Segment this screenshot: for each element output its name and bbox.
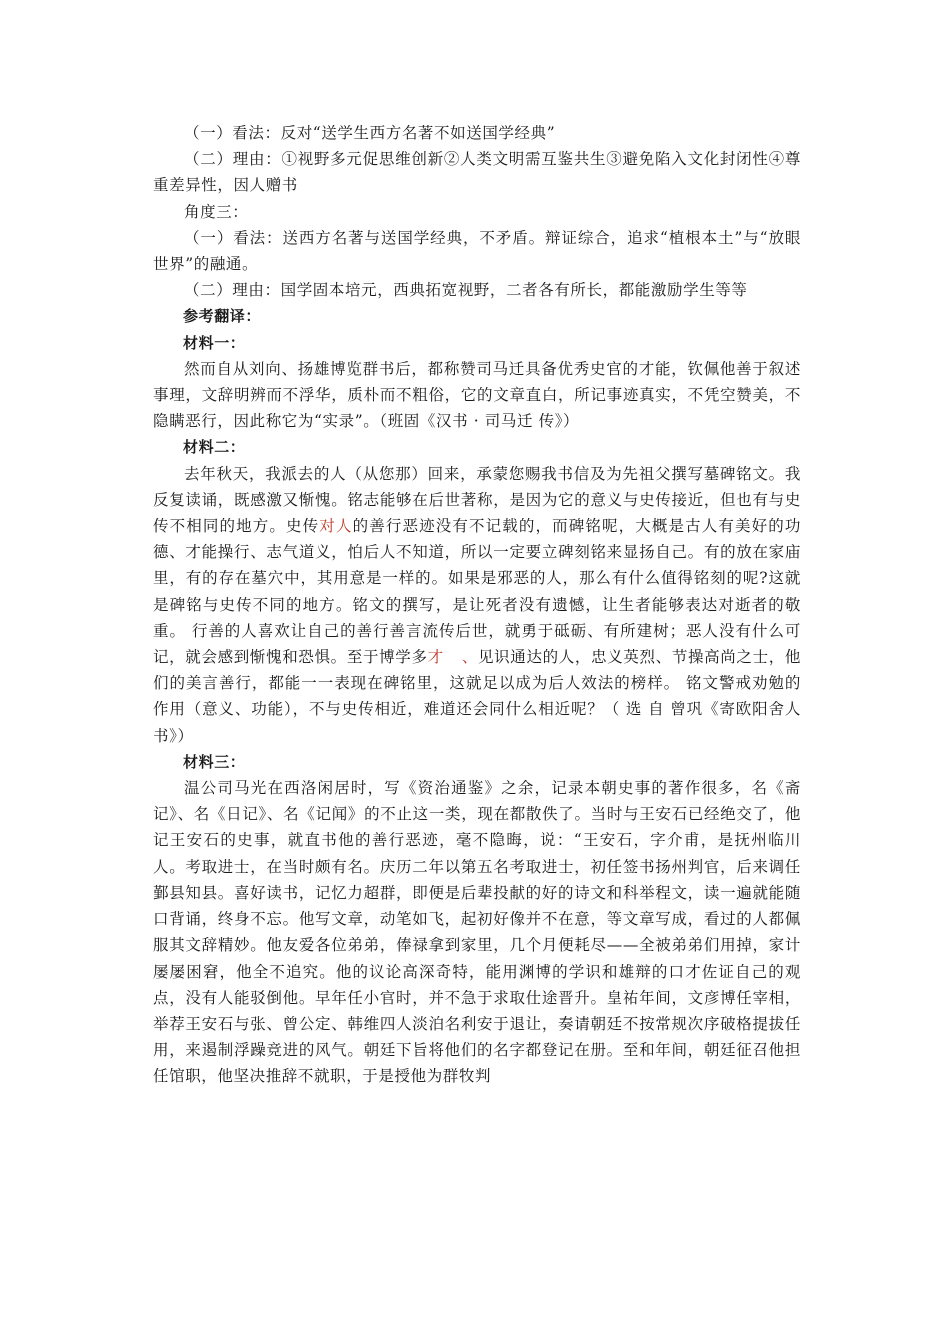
material-2-text-part-b: 的善行恶迹没有不记载的，而碑铭呢，大概是古人有美好的功德、才能操行、志气道义，怕后人不知道，所以一定要立碑刻铭来显扬自己。有的放在家庙里，有的存在墓穴中，其用意是一样的。如果是邪恶的人，那么有什么值得铭刻的呢?这就是碑铭与史传不同的地方。铭文的撰写，是让死者没有遗憾，让生者能够表达对逝者的敬重。 行善的人喜欢让自己的善行善言流传后世，就勇于砥砺、有所建树；恶人没有什么可记，就会感到惭愧和恐惧。至于博学多: [153, 517, 802, 667]
angle3-reason: （二）理由：国学固本培元，西典拓宽视野，二者各有所长，都能激励学生等等: [184, 281, 748, 300]
material-2-text-part-c: 见识通达的人，忠义英烈、节操高尚之士，他们的美言善行，都能一一表现在碑铭里，这就足以成为后人效法的榜样。 铭文警戒劝勉的作用（意义、功能），不与史传相近，难道还会同什么相近呢？（ 选 自 曾巩《寄欧阳舍人书》）: [153, 648, 801, 745]
material-2-text-part-a: 去年秋天，我派去的人（从您那）回来，承蒙您赐我书信及为先祖父撰写墓碑铭文。我反复读诵，既感激又惭愧。铭志能够在后世著称，是因为它的意义与史传接近，但也有与史传不相同的地方。史传: [153, 464, 801, 536]
angle2-view: （一）看法：反对“送学生西方名著不如送国学经典”: [184, 124, 556, 142]
material-2-highlight-b: 才: [427, 648, 444, 667]
angle3-title: 角度三：: [184, 202, 249, 221]
material-3-title: 材料三：: [183, 752, 246, 771]
material-1-title: 材料一：: [183, 333, 246, 352]
material-3-text: 温公司马光在西洛闲居时，写《资治通鉴》之余，记录本朝史事的著作很多，名《斋记》、名《日记》、名《记闻》的不止这一类，现在都散佚了。当时与王安石已经绝交了，他记王安石的史事，就直书他的善行恶迹，毫不隐晦，说：“王安石，字介甫，是抚州临川人。考取进士，在当时颇有名。庆历二年以第五名考取进士，初任签书扬州判官，后来调任鄞县知县。喜好读书，记忆力超群，即便是后辈投献的好的诗文和科举程文，读一遍就能随口背诵，终身不忘。他写文章，动笔如飞，起初好像并不在意，等文章写成，看过的人都佩服其文辞精妙。他友爱各位弟弟，俸禄拿到家里，几个月便耗尽——全被弟弟们用掉，家计屡屡困窘，他全不追究。他的议论高深奇特，能用渊博的学识和雄辩的口才佐证自己的观点，没有人能驳倒他。早年任小官时，并不急于求取仕途晋升。皇祐年间，文彦博任宰相，举荐王安石与张、曾公定、韩维四人淡泊名利安于退让，奏请朝廷不按常规次序破格提拔任用，来遏制浮躁竞进的风气。朝廷下旨将他们的名字都登记在册。至和年间，朝廷征召他担任馆职，他坚决推辞不就职，于是授他为群牧判: [153, 779, 801, 1086]
material-2-highlight-a: 对人: [319, 517, 353, 536]
material-2-title: 材料二：: [183, 438, 246, 457]
angle2-reason: （二）理由：①视野多元促思维创新②人类文明需互鉴共生③避免陷入文化封闭性④尊重差异性，因人赠书: [153, 150, 801, 195]
translation-heading: 参考翻译：: [183, 307, 262, 326]
material-2-highlight-c: 、: [461, 648, 478, 667]
angle3-view: （一）看法：送西方名著与送国学经典，不矛盾。辩证综合，追求“植根本土”与“放眼世界”的融通。: [153, 228, 801, 274]
material-1-text: 然而自从刘向、扬雄博览群书后，都称赞司马迁具备优秀史官的才能，钦佩他善于叙述事理，文辞明辨而不浮华，质朴而不粗俗，它的文章直白，所记事迹真实，不凭空赞美，不隐瞒恶行，因此称它为“实录”。（班固《汉书 · 司马迁 传》）: [153, 359, 801, 431]
material-2-text: [153, 461, 801, 749]
document-page: [153, 120, 801, 1090]
